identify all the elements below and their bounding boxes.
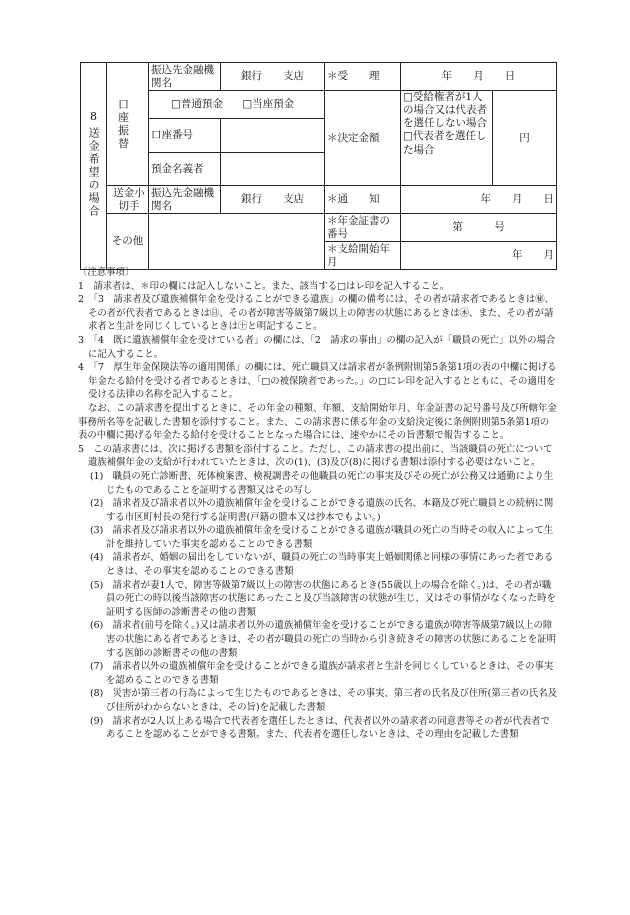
notice-label: ＊通 知	[325, 186, 401, 214]
cert-no-label: ＊年金証書の番号	[325, 214, 401, 242]
note-sub-8: (8) 災害が第三者の行為によって生じたものであるときは、その事実、第三者の氏名及び住所(第三者の氏名及び住所がわからないときは、その旨)を記載した書類	[90, 688, 557, 713]
other-field[interactable]	[149, 214, 325, 270]
bank-branch-field[interactable]: 銀行 支店	[221, 63, 325, 91]
note-sub-4: (4) 請求者が、婚姻の届出をしていないが、職員の死亡の当時事実上婚姻関係と同様の事情にあった者であるときは、その事実を認めることのできる書類	[90, 552, 554, 578]
notes-heading: 〔注意事項〕	[78, 267, 135, 278]
notes-section	[78, 266, 558, 742]
note-sub-9: (9) 請求者が2人以上ある場合で代表者を選任したときは、代表者以外の請求者の同意書等その者が代表者であることを認めることができる書類。また、代表者を選任しないときは、その理由を記載した書類	[90, 715, 550, 741]
account-holder-label: 預金名義者	[149, 152, 221, 185]
section-title: 送金希望の場合	[87, 127, 101, 219]
kogitte-bank-branch[interactable]: 銀行 支店	[221, 186, 325, 214]
notice-date-field[interactable]: 年 月 日	[401, 186, 557, 214]
bank-name-label: 振込先金融機関名	[149, 63, 221, 91]
cert-no-field[interactable]: 第 号	[401, 214, 557, 242]
remittance-table	[80, 62, 557, 270]
section-number: 8	[90, 110, 97, 124]
account-no-field[interactable]	[221, 119, 325, 152]
decision-label: ＊決定金額	[325, 91, 401, 186]
note-sub-5: (5) 請求者が妻1人で、障害等級第7級以上の障害の状態にあるとき(55歳以上の場合を除く。)は、その者が職員の死亡の時以後当該障害の状態にあったこと及び当該障害の状態が生じ、又はその事情がなくなった時を証明する医師の診断書その他の書類	[90, 579, 556, 618]
kogitte-bank-label: 振込先金融機関名	[149, 186, 221, 214]
account-no-label: 口座番号	[149, 119, 221, 152]
receipt-date-field[interactable]: 年 月 日	[401, 63, 557, 91]
note-item-4: 4 「7 厚生年金保険法等の適用関係」の欄には、死亡職員又は請求者が条例附則第5条第1項の表の中欄に掲げる年金たる給付を受ける者であるときは、「□の被保険者であった。」の□にレ印を記入するとともに、その適用を受ける法律の名称を記入すること。	[78, 362, 557, 401]
note-sub-3: (3) 請求者及び請求者以外の遺族補償年金を受けることができる遺族が職員の死亡の当時その収入によって生計を維持していた事実を認めることのできる書類	[90, 525, 554, 550]
kogitte-label: 送金小切手	[107, 186, 149, 214]
decision-amount-field[interactable]: 円	[493, 91, 557, 186]
koza-label: 口座振替	[107, 63, 149, 186]
note-sub-7: (7) 請求者以外の遺族補償年金を受けることができる遺族が請求者と生計を同じくしているときは、その事実を認めることのできる書類	[90, 661, 554, 686]
receipt-label: ＊受 理	[325, 63, 401, 91]
deposit-type-row	[149, 91, 325, 119]
account-holder-field[interactable]	[221, 152, 325, 185]
note-item-1: 1 請求者は、＊印の欄には記入しないこと。また、該当する□はレ印を記入すること。	[78, 280, 450, 292]
deposit-current-checkbox[interactable]: □当座預金	[242, 98, 295, 111]
start-label: ＊支給開始年 月	[325, 242, 401, 270]
note-item-3: 3 「4 既に遺族補償年金を受けている者」の欄には、「2 請求の事由」の欄の記入が「職員の死亡」以外の場合に記入すること。	[78, 334, 556, 360]
note-sub-2: (2) 請求者及び請求者以外の遺族補償年金を受けることができる遺族の氏名、本籍及び死亡職員との続柄に関する市区町村長の発行する証明書(戸籍の謄本又は抄本でもよい。)	[90, 498, 554, 523]
note-sub-6: (6) 請求者(前号を除く。)又は請求者以外の遺族補償年金を受けることができる遺族が障害等級第7級以上の障害の状態にある者であるときは、その者が職員の死亡の当時から引き続きその障害の状態にあることを証明する医師の診断書その他の書類	[90, 620, 557, 659]
start-field[interactable]: 年 月	[401, 242, 557, 270]
decision-note: □受給権者が1人の場合又は代表者を選任しない場合□代表者を選任した場合	[401, 91, 493, 186]
note-sub-1: (1) 職員の死亡診断書、死体検案書、検視調書その他職員の死亡の事実及びその死亡が公務又は通勤により生じたものであることを証明する書類又はその写し	[90, 470, 554, 496]
other-label: その他	[107, 214, 149, 270]
note-item-5: 5 この請求書には、次に掲げる書類を添付すること。ただし、この請求書の提出前に、当該職員の死亡について遺族補償年金の支給が行われていたときは、次の(1)、(3)及び(8)に掲げる書類は添付する必要はないこと。	[78, 443, 553, 469]
note-item-2: 2 「3 請求者及び遺族補償年金を受けることができる遺族」の欄の備考には、その者が請求者であるときは㊙、その者が代表者であるときは㊐、その者が障害等級第7級以上の障害の状態にあるときは㊍、また、その者が請求者と生計を同じくしているときは㊉と明記すること。	[78, 294, 554, 333]
deposit-ordinary-checkbox[interactable]: □普通預金	[171, 98, 223, 111]
note-item-4-paragraph: なお、この請求書を提出するときに、その年金の種類、年額、支給開始年月、年金証書の記号番号及び所轄年金事務所名等を記載した書類を添付すること。また、この請求書に係る年金の支給決定後に条例附則第5条第1項の表の中欄に掲げる年金たる給付を受けることとなった場合には、速やかにその旨書類で報告すること。	[78, 402, 557, 442]
section-label	[81, 63, 107, 270]
